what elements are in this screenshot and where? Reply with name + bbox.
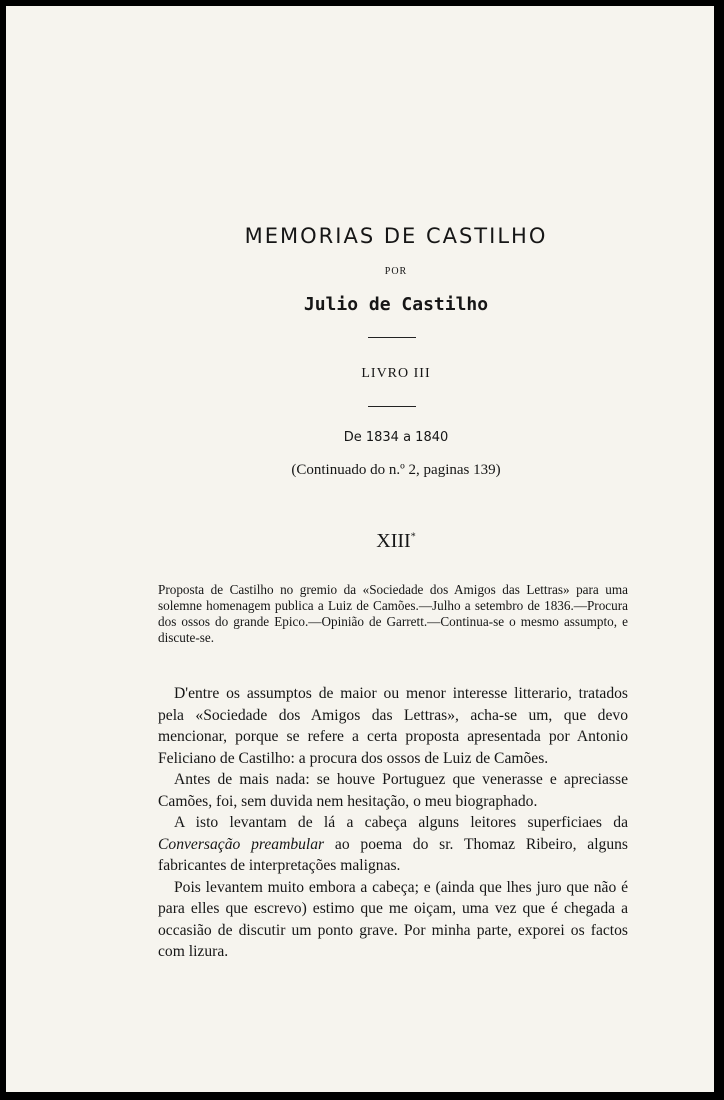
paragraph-text: ao poema do sr. Thomaz Ribeiro, alguns fabricantes de interpretações malignas. xyxy=(158,835,628,874)
date-range: De 1834 a 1840 xyxy=(343,430,449,445)
by-line: POR xyxy=(384,266,408,277)
page-title: MEMORIAS DE CASTILHO xyxy=(244,224,548,248)
book-page xyxy=(6,6,714,1092)
body-text xyxy=(158,683,628,963)
footnote-mark: * xyxy=(410,531,416,543)
author-name: Julio de Castilho xyxy=(303,294,489,315)
continuation-note: (Continuado do n.º 2, paginas 139) xyxy=(291,462,501,478)
divider-rule xyxy=(368,406,416,407)
italic-title: Conversação preambular xyxy=(158,835,325,853)
paragraph: Pois levantem muito embora a cabeça; e (ainda que lhes juro que não é para elles que escrevo) estimo que me oiçam, uma vez que é chegada a occasião de discutir um ponto grave. Por minha parte, exporei os factos com lizura. xyxy=(158,878,628,960)
chapter-number: XIII xyxy=(376,530,411,552)
chapter-summary: Proposta de Castilho no gremio da «Sociedade dos Amigos das Lettras» para uma solemne homenagem publica a Luiz de Camões.—Julho a setembro de 1836.—Procura dos ossos do grande Epico.—Opinião de Garrett.—Continua-se o mesmo assumpto, e discute-se. xyxy=(158,582,628,645)
paragraph xyxy=(158,812,628,877)
book-number: LIVRO III xyxy=(361,366,431,381)
paragraph: D'entre os assumptos de maior ou menor interesse litterario, tratados pela «Sociedade dos Amigos das Lettras», acha-se um, que devo mencionar, porque se refere a certa proposta apresentada por Antonio Feliciano de Castilho: a procura dos ossos de Luiz de Camões. xyxy=(158,685,628,767)
divider-rule xyxy=(368,337,416,338)
paragraph-text: A isto levantam de lá a cabeça alguns leitores superficiaes da xyxy=(174,814,628,831)
chapter-heading xyxy=(6,530,724,553)
paragraph: Antes de mais nada: se houve Portuguez que venerasse e apreciasse Camões, foi, sem duvida nem hesitação, o meu biographado. xyxy=(158,771,628,810)
